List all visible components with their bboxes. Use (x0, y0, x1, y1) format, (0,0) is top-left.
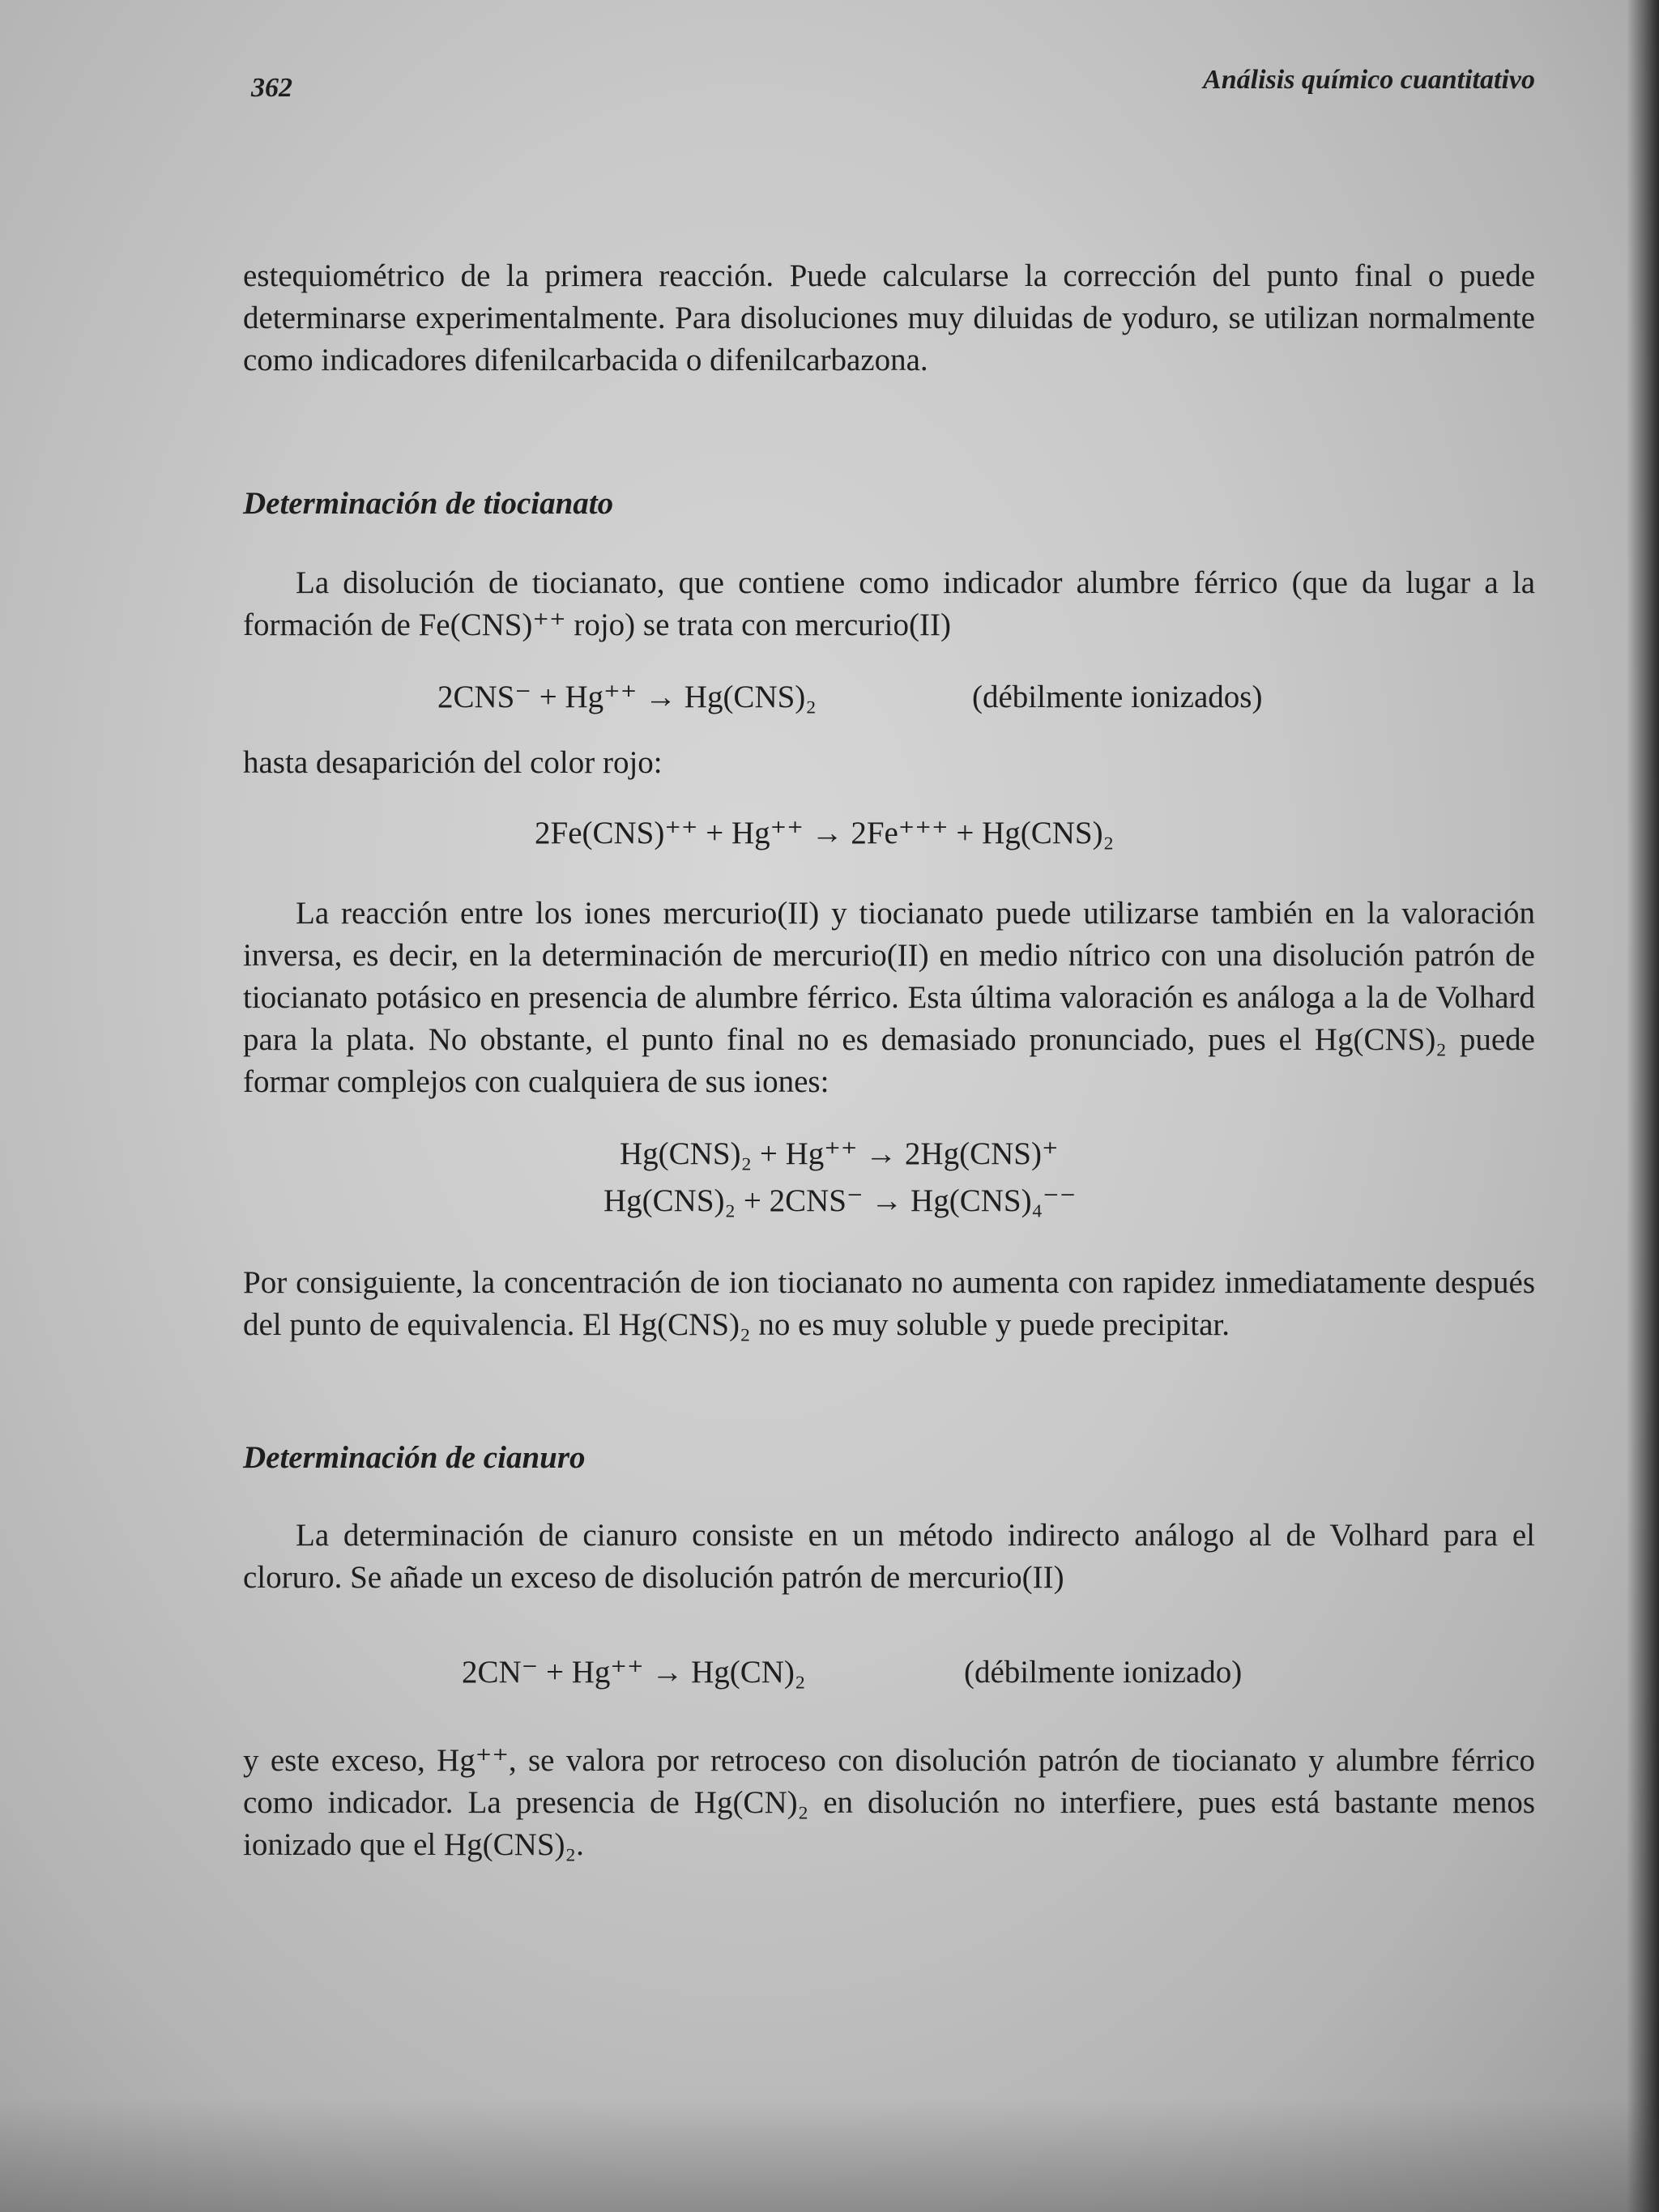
equation-row (243, 679, 1535, 726)
equation-note: (débilmente ionizado) (964, 1655, 1243, 1690)
equation-row (243, 1183, 1535, 1230)
thiocyanate-paragraph-4: Por consiguiente, la concentración de ion tiocianato no aumenta con rapidez inmediatamente después del punto de equivalencia. El Hg(CNS)₂ no es muy soluble y puede precipitar. (243, 1265, 1535, 1342)
cyanide-paragraph-1: La determinación de cianuro consiste en un método indirecto análogo al de Volhard para el cloruro. Se añade un exceso de disolución patrón de mercurio(II) (243, 1518, 1535, 1595)
page-content (243, 65, 1535, 1866)
page-edge-shadow (1627, 0, 1659, 2212)
equation-thiocyanate-mercury: 2CNS⁻ + Hg⁺⁺ → Hg(CNS)₂ (437, 680, 817, 714)
section-heading-cyanide: Determinación de cianuro (243, 1440, 586, 1475)
equation-row (243, 1654, 1535, 1701)
equation-row (243, 815, 1535, 862)
page-header (243, 65, 1535, 121)
page-number: 362 (251, 73, 292, 103)
intro-paragraph: estequiométrico de la primera reacción. Puede calcularse la corrección del punto final o puede determinarse experimentalmente. Para disoluciones muy diluidas de yoduro, se utilizan normalmente como indicadores difenilcarbacida o difenilcarbazona. (243, 258, 1535, 377)
equation-complex-1: Hg(CNS)₂ + Hg⁺⁺ → 2Hg(CNS)⁺ (620, 1136, 1059, 1171)
equation-cyanide-mercury: 2CN⁻ + Hg⁺⁺ → Hg(CN)₂ (462, 1655, 806, 1690)
equation-row (243, 1136, 1535, 1183)
running-title: Análisis químico cuantitativo (1203, 65, 1535, 95)
page-bottom-shadow (0, 2099, 1659, 2212)
equation-iron-complex: 2Fe(CNS)⁺⁺ + Hg⁺⁺ → 2Fe⁺⁺⁺ + Hg(CNS)₂ (535, 816, 1115, 850)
equation-complex-2: Hg(CNS)₂ + 2CNS⁻ → Hg(CNS)₄⁻⁻ (603, 1183, 1077, 1218)
cyanide-paragraph-2: y este exceso, Hg⁺⁺, se valora por retroceso con disolución patrón de tiocianato y alumbre férrico como indicador. La presencia de Hg(CN)₂ en disolución no interfiere, pues está bastante menos ionizado que el Hg(CNS)₂. (243, 1743, 1535, 1862)
equation-note: (débilmente ionizados) (972, 680, 1263, 714)
section-heading-thiocyanate: Determinación de tiocianato (243, 486, 614, 521)
thiocyanate-paragraph-2: hasta desaparición del color rojo: (243, 745, 663, 780)
thiocyanate-paragraph-3: La reacción entre los iones mercurio(II) y tiocianato puede utilizarse también en la valoración inversa, es decir, en la determinación de mercurio(II) en medio nítrico con una disolución patrón de tiocianato potásico en presencia de alumbre férrico. Esta última valoración es análoga a la de Volhard para la plata. No obstante, el punto final no es demasiado pronunciado, pues el Hg(CNS)₂ puede formar complejos con cualquiera de sus iones: (243, 896, 1535, 1099)
thiocyanate-paragraph-1: La disolución de tiocianato, que contiene como indicador alumbre férrico (que da lugar a la formación de Fe(CNS)⁺⁺ rojo) se trata con mercurio(II) (243, 565, 1535, 642)
